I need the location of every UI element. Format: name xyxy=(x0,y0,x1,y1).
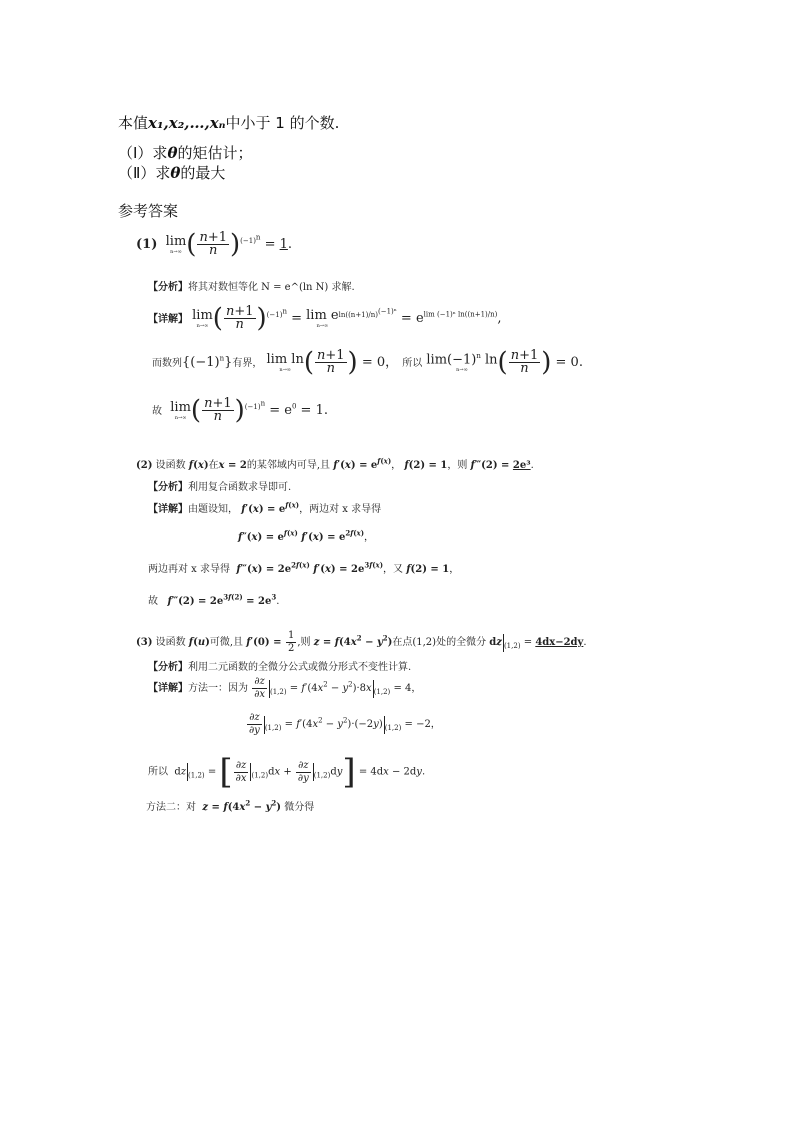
p2-question: (2) 设函数 f(x)在x = 2的某邻域内可导,且 $f'(x) = e^{f(x)}$， f(2) = 1，则 f‴(2) = 2e³. xyxy=(136,456,534,471)
p3-partial-y: $\frac{\partial z}{\partial y}$ $_{(1,2)} = f'(4x^2 - y^2)\cdot(-2y) _{(1,2)} = -2$， xyxy=(249,712,441,736)
intro-line-1 xyxy=(118,114,339,132)
p1-number: (1) xyxy=(136,237,158,252)
p2-answer: 2e³ xyxy=(512,460,531,471)
intro-text: 中小于 1 的个数. xyxy=(225,114,340,132)
p3-method1: 【详解】方法一：因为 $\frac{\partial z}{\partial x}$ $_{(1,2)} = f'(4x^2 - y^2)\cdot 8x$ $_{(1,2)}$ = 4， xyxy=(148,676,422,700)
p1-detail: 【详解】 lim n→∞ ( $\frac{n+1}{n}$ )$^{(-1)^n}$ = lim e n→∞ $^{ln((n+1)/n)^{(-1)^n}} = e^{lim (-1)^n ln((n+1)/n)}$, xyxy=(148,303,502,334)
answer-heading: 参考答案 xyxy=(118,202,179,220)
p1-analysis xyxy=(148,278,355,293)
p2-third-derivative: 两边再对 x 求导得 f‴(x) = $2e^{2f(x)}$ $f'(x) = 2e^{3f(x)}$，又 f(2) = 1， xyxy=(148,560,460,575)
p3-total-differential: 所以 dz $_{(1,2)}$ = [ $\frac{\partial z}{\partial x}$ $_{(1,2)}$dx + $\frac{\partial z}{\partial y}$ $_{(1,2)}$dy] = 4dx − 2dy. xyxy=(148,752,426,792)
analysis-label: 【分析】 xyxy=(148,282,188,293)
p1-answer: 1 xyxy=(279,237,288,252)
detail-label: 【详解】 xyxy=(148,314,188,325)
p3-analysis: 【分析】利用二元函数的全微分公式或微分形式不变性计算. xyxy=(148,662,412,673)
analysis-text: 将其对数恒等化 N = e^(ln N) 求解. xyxy=(188,282,355,293)
p2-second-derivative: $f''(x) = e^{f(x)}$ $f'(x) = e^{2f(x)}$， xyxy=(238,528,375,543)
p2-analysis: 【分析】利用复合函数求导即可. xyxy=(148,482,292,493)
intro-text: 的矩估计； xyxy=(177,144,253,162)
sample-variables: x₁,x₂,…,xₙ xyxy=(148,114,226,132)
p2-detail: 【详解】由题设知， $f'(x) = e^{f(x)}$，两边对 x 求导得 xyxy=(148,500,382,515)
intro-line-3 xyxy=(118,164,225,182)
theta-symbol: θ xyxy=(170,164,181,182)
p1-conclusion: 故 lim n→∞ ( $\frac{n+1}{n}$ )$^{(-1)^n} = e^0 = 1$. xyxy=(152,395,328,426)
intro-text: （Ⅱ）求 xyxy=(118,164,171,182)
p1-question: (1) lim n→∞ ( $\frac{n+1}{n}$ )$^{(-1)^n}$ = 1. xyxy=(136,229,293,260)
intro-line-2 xyxy=(118,144,252,162)
p2-conclusion: 故 f‴(2) = $2e^{3f(2)} = 2e^3$. xyxy=(148,592,280,607)
limit-symbol: lim n→∞ xyxy=(165,234,187,255)
intro-text: 的最大 xyxy=(180,164,226,182)
p3-method2: 方法二：对 $z = f(4x^2 - y^2)$ 微分得 xyxy=(146,798,315,813)
p1-bounded: 而数列$\{(-1)^n\}$有界， lim ln n→∞ ( $\frac{n+1}{n}$ ) = 0， 所以 $\lim(-1)^n$ ln n→∞ ( $\frac{n+1}{n}$ ) = 0. xyxy=(152,347,583,378)
p3-answer: 4dx−2dy xyxy=(535,637,584,648)
p3-question: (3) 设函数 f(u)可微,且 f′(0) = $\frac{1}{2}$ ,则 $z = f(4x^2 - y^2)$在点(1,2)处的全微分 dz $_{(1,2)}$ = 4dx−2dy. xyxy=(136,630,587,654)
intro-text: （Ⅰ）求 xyxy=(118,144,168,162)
intro-text: 本值 xyxy=(118,114,149,132)
theta-symbol: θ xyxy=(167,144,178,162)
